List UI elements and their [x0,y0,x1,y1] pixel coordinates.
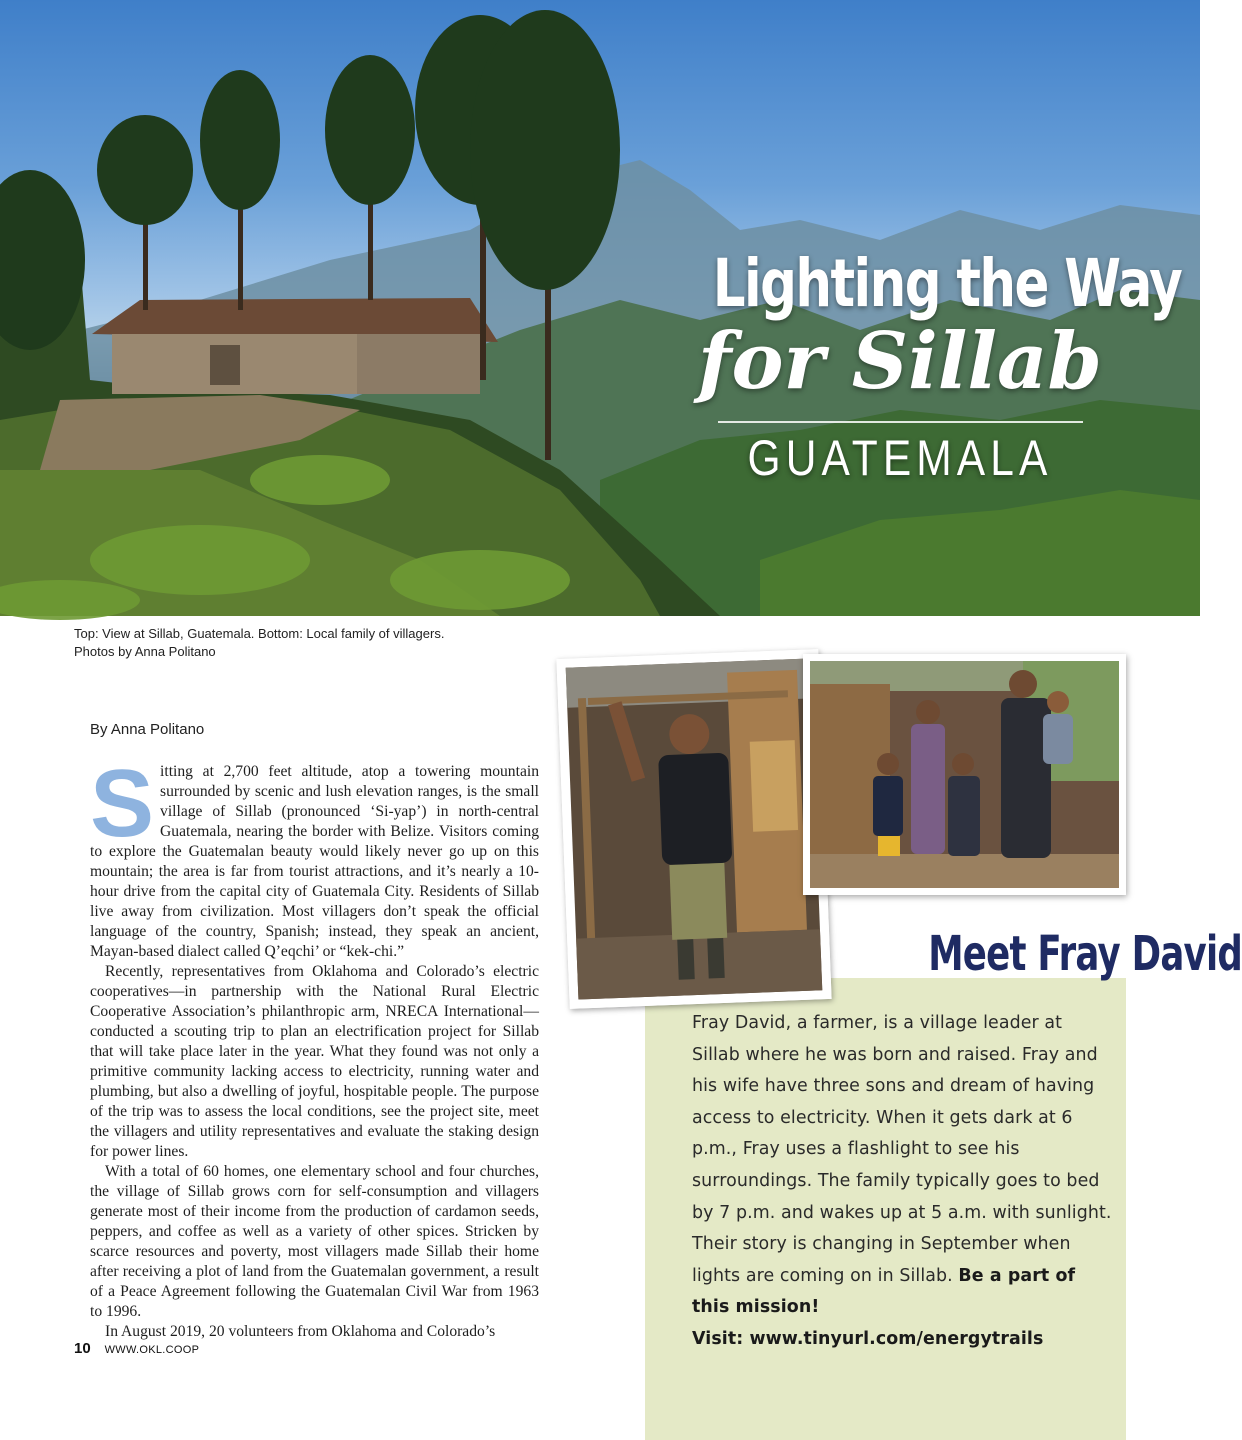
sidebar-body-text: Fray David, a farmer, is a village leader at Sillab where he was born and raised. Fray and his wife have three sons and dream of having access to electricity. When it gets dark at 6 p.m., Fray uses a flashlight to see his surroundings. The family typically goes to bed by 7 p.m. and wakes up at 5 a.m. with sunlight. Their story is changing in September when lights are coming on in Sillab. [692,1013,1112,1286]
photo-fray-david [556,649,831,1009]
title-divider [718,421,1083,423]
photo-family [803,654,1126,895]
sidebar-link[interactable]: Visit: www.tinyurl.com/energytrails [692,1328,1044,1349]
title-block [660,245,1182,487]
article-paragraph: With a total of 60 homes, one elementary school and four churches, the village of Sillab grows corn for self-consumption and villagers generate most of their income from the production of cardamon seeds, peppers, and coffee as well as a variety of other spices. Stricken by scarce resources and poverty, most villagers made Sillab their home after receiving a plot of land from the Guatemalan government, a result of a Peace Agreement following the Guatemalan Civil War from 1963 to 1996. [90,1163,539,1320]
article-body [90,750,539,1342]
sidebar-title: Meet Fray David [928,926,1242,982]
page-footer [74,1340,199,1357]
article-paragraph: Sitting at 2,700 feet altitude, atop a towering mountain surrounded by scenic and lush elevation ranges, is the small village of Sillab (pronounced ‘Si-yap’) in north-central Guatemala, nearing the border with Belize. Visitors coming to explore the Guatemalan beauty would likely never go up on this mountain; the area is far from tourist attractions, and it’s nearly a 10-hour drive from the capital city of Guatemala City. Residents of Sillab live away from civilization. Most villagers don’t speak the official language of the country, Spanish; instead, they speak an ancient, Mayan-based dialect called Q’eqchi’ or “kek-chi.” [90,750,539,960]
article-paragraph: Recently, representatives from Oklahoma and Colorado’s electric cooperatives—in partnership with the National Rural Electric Cooperative Association’s philanthropic arm, NRECA International—conducted a scouting trip to plan an electrification project for Sillab that will take place later in the year. What they found was not only a primitive community lacking access to electricity, running water and plumbing, but also a dwelling of joyful, hospitable people. The purpose of the trip was to assess the local conditions, see the project site, meet the villagers and utility representatives and evaluate the staking design for power lines. [90,963,539,1160]
headline-main: Lighting the Way [712,245,1182,322]
man-portrait-image [556,649,831,1009]
article-paragraph: In August 2019, 20 volunteers from Oklahoma and Colorado’s [105,1323,496,1340]
footer-url: WWW.OKL.COOP [104,1344,200,1356]
byline: By Anna Politano [90,721,205,738]
sidebar-body [692,1008,1112,1356]
caption-credit: Photos by Anna Politano [74,644,216,659]
drop-cap: S [90,750,155,857]
caption-line-1: Top: View at Sillab, Guatemala. Bottom: Local family of villagers. [74,626,445,641]
family-image [803,654,1126,895]
headline-script: for Sillab [697,316,1103,407]
page-number: 10 [74,1340,91,1357]
headline-country: GUATEMALA [747,430,1053,486]
sidebar-cta: Be a part of this mission! [692,1265,1076,1318]
hero-photo [0,0,1200,616]
photo-caption [74,625,444,661]
